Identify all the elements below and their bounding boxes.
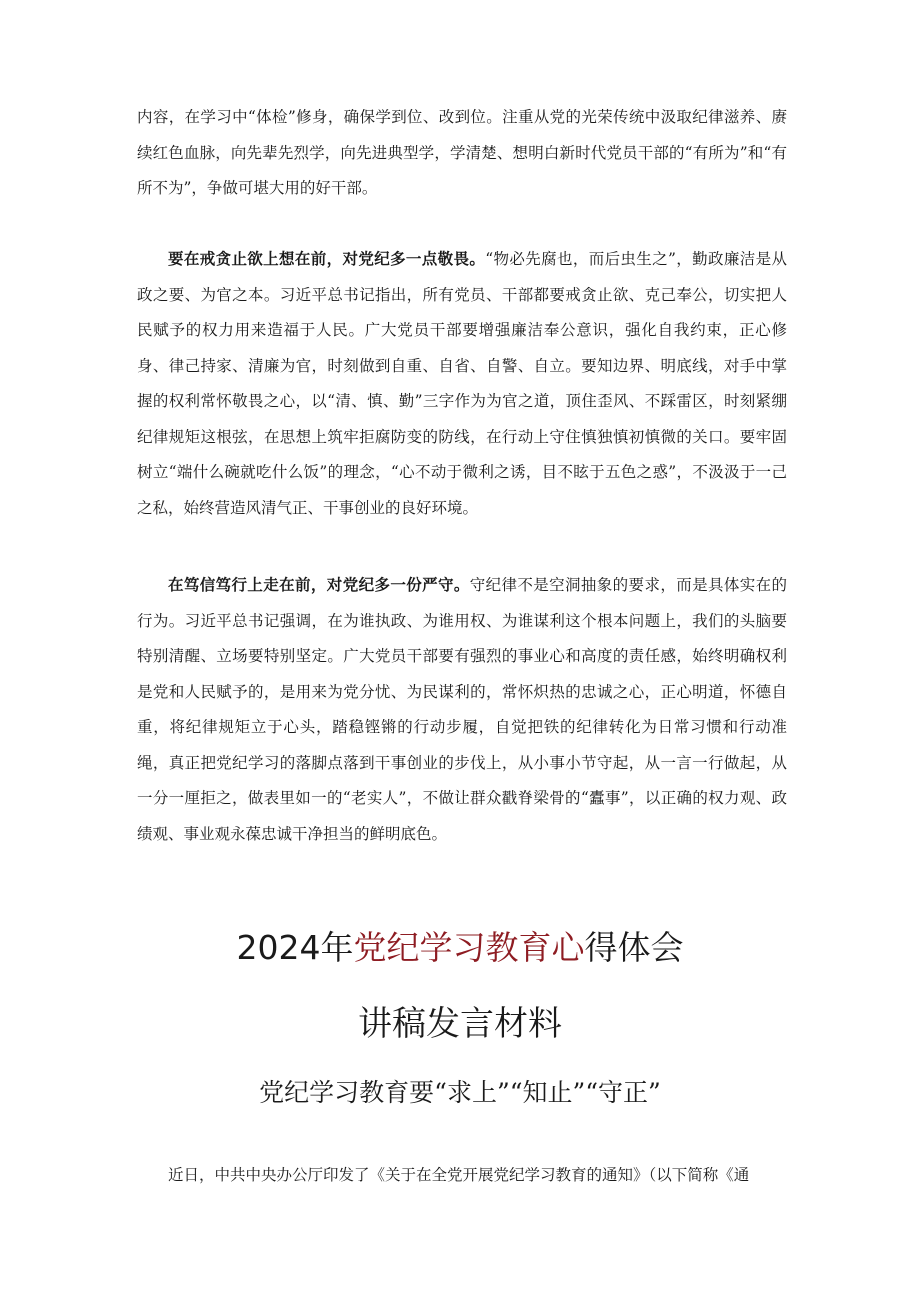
article-heading: 党纪学习教育要“求上”“知止”“守正” xyxy=(259,1078,661,1107)
paragraph-2 xyxy=(137,241,787,526)
paragraph-2-lead: 要在戒贪止欲上想在前，对党纪多一点敬畏。 xyxy=(168,249,486,268)
title-end: 得体会 xyxy=(584,928,684,967)
paragraph-4 xyxy=(137,1158,787,1194)
document-title xyxy=(0,918,920,978)
paragraph-1-text: 内容，在学习中“体检”修身，确保学到位、改到位。注重从党的光荣传统中汲取纪律滋养、赓续红色血脉，向先辈先烈学，向先进典型学，学清楚、想明白新时代党员干部的“有所为”和“有所不为”，争做可堪大用的好干部。 xyxy=(137,108,787,197)
paragraph-3 xyxy=(137,567,787,852)
paragraph-2-text: “物必先腐也，而后虫生之”，勤政廉洁是从政之要、为官之本。习近平总书记指出，所有党员、干部都要戒贪止欲、克己奉公，切实把人民赋予的权力用来造福于人民。广大党员干部要增强廉洁奉公意识，强化自我约束，正心修身、律己持家、清廉为官，时刻做到自重、自省、自警、自立。要知边界、明底线，对手中掌握的权利常怀敬畏之心，以“清、慎、勤”三字作为为官之道，顶住歪风、不踩雷区，时刻紧绷纪律规矩这根弦，在思想上筑牢拒腐防变的防线，在行动上守住慎独慎初慎微的关口。要牢固树立“端什么碗就吃什么饭”的理念，“心不动于微利之诱，目不眩于五色之惑”，不汲汲于一己之私，始终营造风清气正、干事创业的良好环境。 xyxy=(137,250,787,517)
paragraph-3-lead: 在笃信笃行上走在前，对党纪多一份严守。 xyxy=(168,575,470,594)
title-highlight: 党纪学习教育心 xyxy=(353,928,585,967)
paragraph-1 xyxy=(137,100,787,207)
paragraph-3-text: 守纪律不是空洞抽象的要求，而是具体实在的行为。习近平总书记强调，在为谁执政、为谁用权、为谁谋利这个根本问题上，我们的头脑要特别清醒、立场要特别坚定。广大党员干部要有强烈的事业心和高度的责任感，始终明确权利是党和人民赋予的，是用来为党分忧、为民谋利的，常怀炽热的忠诚之心，正心明道，怀德自重，将纪律规矩立于心头，踏稳铿锵的行动步履，自觉把铁的纪律转化为日常习惯和行动准绳，真正把党纪学习的落脚点落到干事创业的步伐上，从小事小节守起，从一言一行做起，从一分一厘拒之，做表里如一的“老实人”，不做让群众戳脊梁骨的“蠹事”，以正确的权力观、政绩观、事业观永葆忠诚干净担当的鲜明底色。 xyxy=(137,576,787,843)
title-year: 2024年 xyxy=(236,928,354,967)
document-subtitle: 讲稿发言材料 xyxy=(358,1004,562,1044)
paragraph-4-text: 近日，中共中央办公厅印发了《关于在全党开展党纪学习教育的通知》（以下简称《通 xyxy=(168,1166,750,1184)
